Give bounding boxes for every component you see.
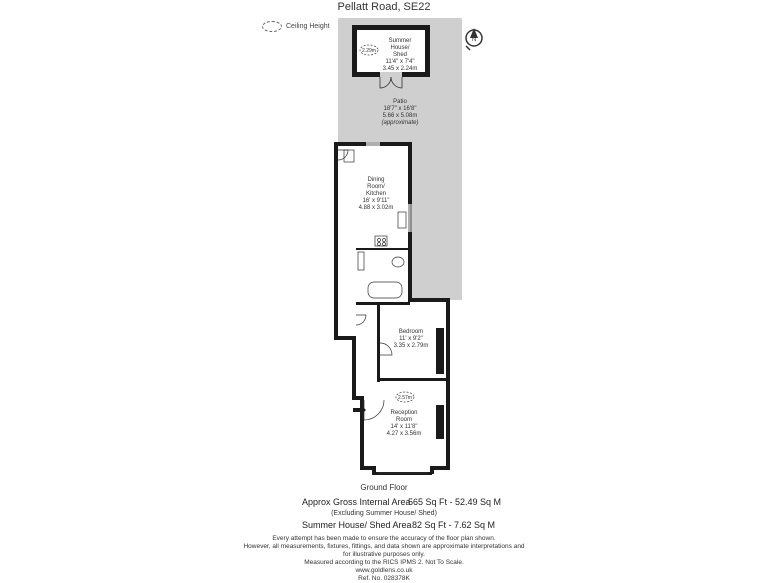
patio-imperial: 18'7" x 16'8"	[383, 106, 417, 112]
disclaimer-line: Measured according to the RICS IPMS 2. Not To Scale.	[304, 559, 464, 566]
summer-house-name3: Shed	[392, 52, 408, 58]
excluding-note: (Excluding Summer House/ Shed)	[331, 510, 437, 517]
bedroom-imperial: 11' x 9'2"	[399, 336, 423, 342]
reference-number: Ref. No. 028378K	[358, 575, 410, 582]
disclaimer-line: for illustrative purposes only.	[343, 551, 425, 558]
summer-house-name1: Summer	[388, 38, 412, 44]
reception-ceiling: 2.57m	[398, 395, 412, 401]
kitchen-imperial: 16' x 9'11"	[362, 198, 390, 204]
svg-text:N: N	[471, 37, 477, 43]
shed-area-value: 82 Sq Ft - 7.62 Sq M	[412, 520, 496, 530]
gross-area-value: 565 Sq Ft - 52.49 Sq M	[408, 497, 502, 507]
north-arrow-icon	[466, 28, 482, 50]
legend-label: Ceiling Height	[286, 23, 330, 30]
kitchen-name3: Kitchen	[365, 191, 387, 197]
shed-area-label: Summer House/ Shed Area	[302, 520, 412, 530]
gross-area-label: Approx Gross Internal Area	[302, 497, 411, 507]
summer-house-ceiling: 2.29m	[362, 48, 376, 54]
website-link[interactable]: www.goldlens.co.uk	[355, 567, 413, 574]
disclaimer-line: Every attempt has been made to ensure the accuracy of the floor plan shown.	[272, 535, 496, 542]
kitchen-name1: Dining	[367, 177, 385, 183]
summer-house-imperial: 11'4" x 7'4"	[385, 59, 415, 65]
bedroom-metric: 3.35 x 2.79m	[393, 343, 429, 349]
reception-imperial: 14' x 11'8"	[390, 424, 418, 430]
bedroom-name: Bedroom	[398, 329, 424, 335]
kitchen-metric: 4.88 x 3.02m	[358, 205, 394, 211]
patio-name: Patio	[393, 99, 407, 105]
reception-name1: Reception	[390, 410, 418, 416]
summer-house-name2: House/	[390, 45, 410, 51]
floor-label: Ground Floor	[360, 483, 408, 492]
page-title: Pellatt Road, SE22	[337, 1, 431, 13]
kitchen-name2: Room/	[367, 184, 385, 190]
reception-name2: Room	[395, 417, 413, 423]
disclaimer-line: However, all measurements, fixtures, fittings, and data shown are approximate interpretations and	[243, 543, 525, 550]
summer-house-metric: 3.45 x 2.24m	[382, 66, 418, 72]
reception-metric: 4.27 x 3.56m	[386, 431, 422, 437]
patio-metric: 5.66 x 5.08m	[382, 113, 418, 119]
patio-note: (approximate)	[381, 120, 419, 126]
